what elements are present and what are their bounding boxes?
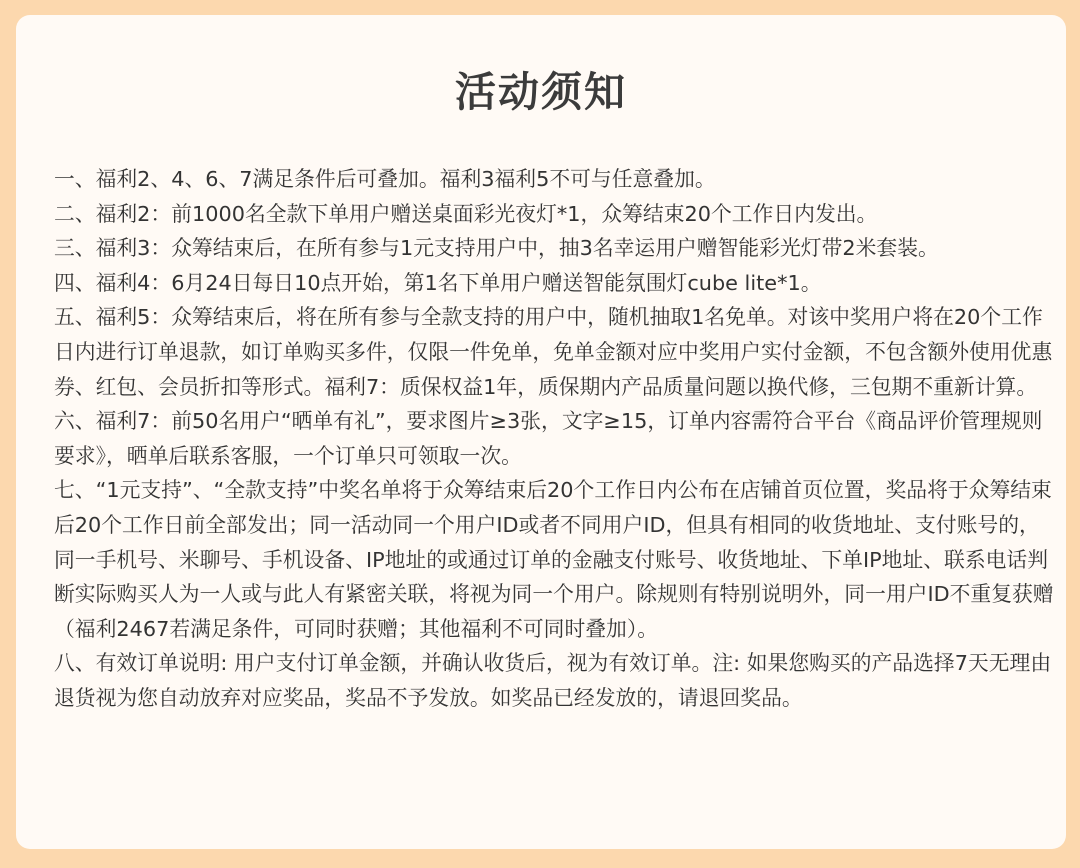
rule-item-2: 二、福利2：前1000名全款下单用户赠送桌面彩光夜灯*1，众筹结束20个工作日内发出。 xyxy=(54,201,878,226)
page-title: 活动须知 xyxy=(455,68,627,116)
rule-item-5: 五、福利5：众筹结束后，将在所有参与全款支持的用户中，随机抽取1名免单。对该中奖用户将在20个工作日内进行订单退款，如订单购买多件，仅限一件免单，免单金额对应中奖用户实付金额，不包含额外使用优惠券、红包、会员折扣等形式。福利7：质保权益1年，质保期内产品质量问题以换代修，三包期不重新计算。 xyxy=(54,305,1053,399)
rule-item-4: 四、福利4：6月24日每日10点开始，第1名下单用户赠送智能氛围灯cube lite*1。 xyxy=(54,270,822,295)
rule-item-3: 三、福利3：众筹结束后，在所有参与1元支持用户中，抽3名幸运用户赠智能彩光灯带2米套装。 xyxy=(54,236,939,261)
rules-list xyxy=(54,162,1054,716)
rule-item-8: 八、有效订单说明: 用户支付订单金额，并确认收货后，视为有效订单。注: 如果您购买的产品选择7天无理由退货视为您自动放弃对应奖品，奖品不予发放。如奖品已经发放的，请退回奖品。 xyxy=(54,651,1052,710)
rule-item-1: 一、福利2、4、6、7满足条件后可叠加。福利3福利5不可与任意叠加。 xyxy=(54,167,716,191)
notice-card xyxy=(16,15,1066,849)
rule-item-6: 六、福利7：前50名用户“晒单有礼”，要求图片≥3张，文字≥15，订单内容需符合平台《商品评价管理规则要求》，晒单后联系客服，一个订单只可领取一次。 xyxy=(54,409,1043,468)
rule-item-7: 七、“1元支持”、“全款支持”中奖名单将于众筹结束后20个工作日内公布在店铺首页位置，奖品将于众筹结束后20个工作日前全部发出；同一活动同一个用户ID或者不同用户ID，但具有相同的收货地址、支付账号的，同一手机号、米聊号、手机设备、IP地址的或通过订单的金融支付账号、收货地址、下单IP地址、联系电话判断实际购买人为一人或与此人有紧密关联，将视为同一个用户。除规则有特别说明外，同一用户ID不重复获赠（福利2467若满足条件，可同时获赠；其他福利不可同时叠加）。 xyxy=(54,478,1054,641)
